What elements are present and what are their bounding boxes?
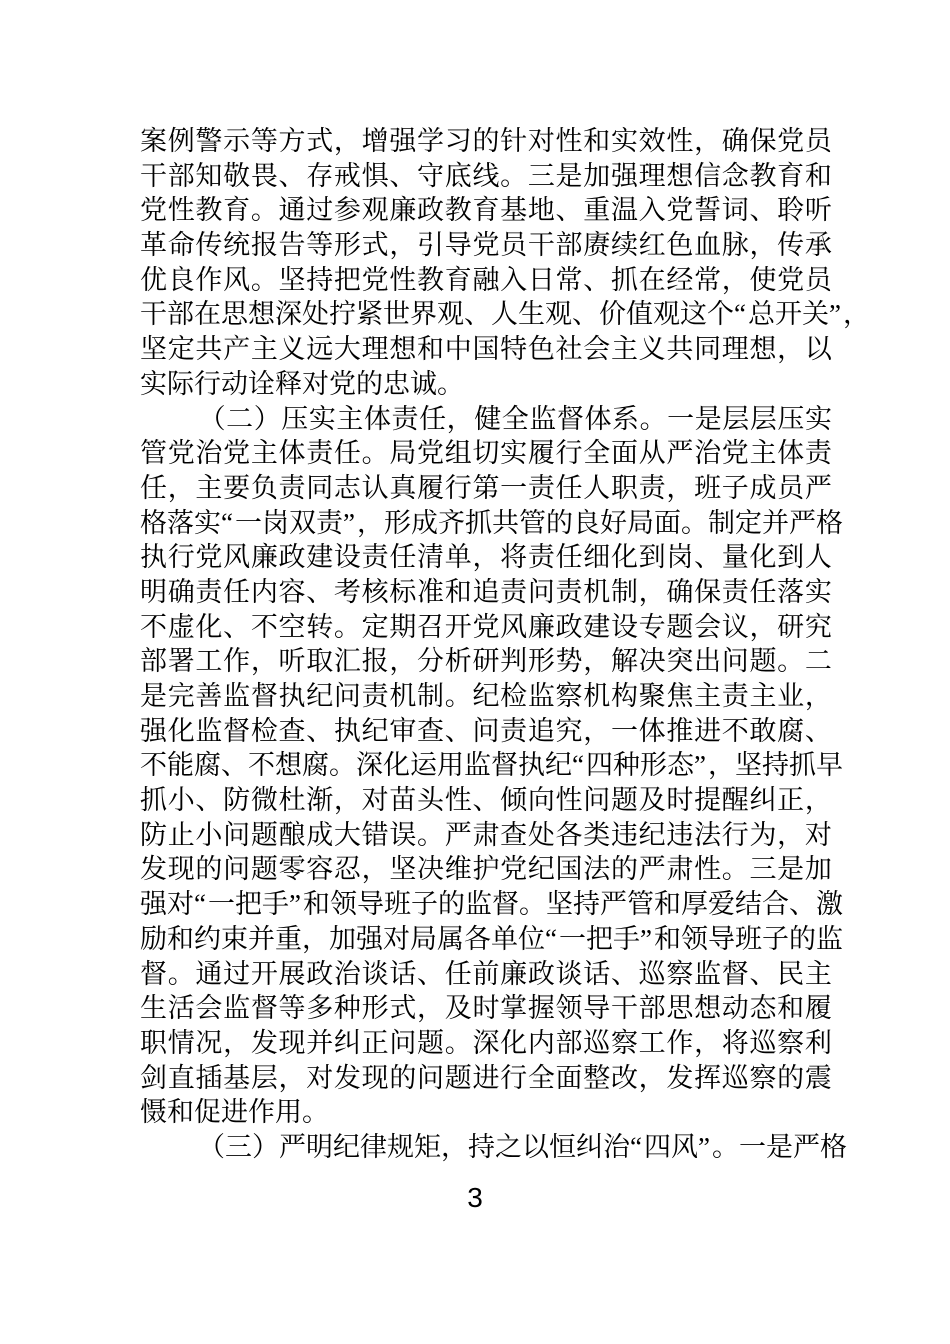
text-line: 革 命 传 统 报 告 等 形 式 ， 引 导 党 员 干 部 赓 续 红 色 血 脉 ， 传 承 xyxy=(140,230,832,261)
text-line: 是 完 善 监 督 执 纪 问 责 机 制 。 纪 检 监 察 机 构 聚 焦 主 责 主 业 ， xyxy=(140,681,832,711)
text-line: 生 活 会 监 督 等 多 种 形 式 ， 及 时 掌 握 领 导 干 部 思 想 动 态 和 履 xyxy=(140,993,832,1024)
text-line: 不 能 腐 、 不 想 腐 。 深 化 运 用 监 督 执 纪 “ 四 种 形 态 ” ， 坚 持 抓 早 xyxy=(140,750,843,781)
text-line: （ 三 ） 严 明 纪 律 规 矩 ， 持 之 以 恒 纠 治 “ 四 风 ” 。 一 是 严 格 xyxy=(198,1131,847,1162)
page-number: 3 xyxy=(467,1182,483,1213)
text-line: 案 例 警 示 等 方 式 ， 增 强 学 习 的 针 对 性 和 实 效 性 ， 确 保 党 员 xyxy=(140,126,832,156)
text-line: 抓 小 、 防 微 杜 渐 ， 对 苗 头 性 、 倾 向 性 问 题 及 时 提 醒 纠 正 ， xyxy=(140,785,832,816)
text-line: （ 二 ） 压 实 主 体 责 任 ， 健 全 监 督 体 系 。 一 是 层 层 压 实 xyxy=(198,403,832,434)
text-line: 管 党 治 党 主 体 责 任 。 局 党 组 切 实 履 行 全 面 从 严 治 党 主 体 责 xyxy=(140,438,832,469)
text-line: 坚 定 共 产 主 义 远 大 理 想 和 中 国 特 色 社 会 主 义 共 同 理 想 ， 以 xyxy=(140,334,832,365)
text-line: 职 情 况 ， 发 现 并 纠 正 问 题 。 深 化 内 部 巡 察 工 作 ， 将 巡 察 利 xyxy=(140,1027,832,1058)
text-line: 强 对 “ 一 把 手 ” 和 领 导 班 子 的 监 督 。 坚 持 严 管 和 厚 爱 结 合 、 激 xyxy=(140,889,843,920)
text-line: 督 。 通 过 开 展 政 治 谈 话 、 任 前 廉 政 谈 话 、 巡 察 监 督 、 民 主 xyxy=(140,958,832,989)
text-line: 剑 直 插 基 层 ， 对 发 现 的 问 题 进 行 全 面 整 改 ， 发 挥 巡 察 的 震 xyxy=(140,1062,832,1093)
text-line: 不 虚 化 、 不 空 转 。 定 期 召 开 党 风 廉 政 建 设 专 题 会 议 ， 研 究 xyxy=(140,611,832,642)
text-line: 慑 和 促 进 作 用 。 xyxy=(140,1097,329,1128)
text-line: 干 部 知 敬 畏 、 存 戒 惧 、 守 底 线 。 三 是 加 强 理 想 信 念 教 育 和 xyxy=(140,160,832,191)
document-body xyxy=(140,124,870,1165)
text-line: 干 部 在 思 想 深 处 拧 紧 世 界 观 、 人 生 观 、 价 值 观 这 个 “ 总 开 关 ” ， xyxy=(140,299,870,330)
text-line: 优 良 作 风 。 坚 持 把 党 性 教 育 融 入 日 常 、 抓 在 经 常 ， 使 党 员 xyxy=(140,264,832,295)
text-line: 明 确 责 任 内 容 、 考 核 标 准 和 追 责 问 责 机 制 ， 确 保 责 任 落 实 xyxy=(140,576,832,607)
text-line: 部 署 工 作 ， 听 取 汇 报 ， 分 析 研 判 形 势 ， 解 决 突 出 问 题 。 二 xyxy=(140,646,832,677)
text-line: 任 ， 主 要 负 责 同 志 认 真 履 行 第 一 责 任 人 职 责 ， 班 子 成 员 严 xyxy=(140,472,832,503)
text-line: 党 性 教 育 。 通 过 参 观 廉 政 教 育 基 地 、 重 温 入 党 誓 词 、 聆 听 xyxy=(140,195,832,226)
text-line: 实 际 行 动 诠 释 对 党 的 忠 诚 。 xyxy=(140,368,464,399)
text-line: 格 落 实 “ 一 岗 双 责 ” ， 形 成 齐 抓 共 管 的 良 好 局 面 。 制 定 并 严 格 xyxy=(140,507,843,538)
text-line: 防 止 小 问 题 酿 成 大 错 误 。 严 肃 查 处 各 类 违 纪 违 法 行 为 ， 对 xyxy=(140,819,832,850)
text-line: 强 化 监 督 检 查 、 执 纪 审 查 、 问 责 追 究 ， 一 体 推 进 不 敢 腐 、 xyxy=(140,715,832,746)
text-line: 励 和 约 束 并 重 ， 加 强 对 局 属 各 单 位 “ 一 把 手 ” 和 领 导 班 子 的 监 xyxy=(140,923,843,954)
text-line: 发 现 的 问 题 零 容 忍 ， 坚 决 维 护 党 纪 国 法 的 严 肃 性 。 三 是 加 xyxy=(140,854,832,885)
text-line: 执 行 党 风 廉 政 建 设 责 任 清 单 ， 将 责 任 细 化 到 岗 、 量 化 到 人 xyxy=(140,542,832,573)
